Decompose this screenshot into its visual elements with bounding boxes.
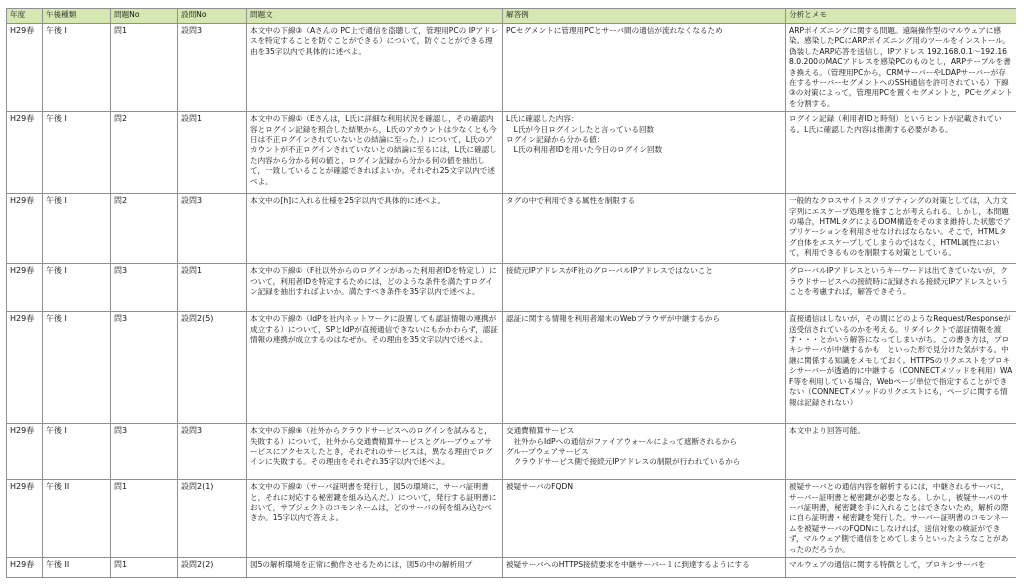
table-row (7, 480, 1017, 558)
cell-analysis[interactable]: 一般的なクロスサイトスクリプティングの対策としては，入力文字列にエスケープ処理を施すことが考えられる。しかし，本問題の場合，HTMLタグによるDOM構造をそのまま維持した状態でアプリケーションを利用させなければならない。そこで，HTMLタグ自体をエスケープしてしまうのではなく，HTML属性において，利用できるものを制限する対策としている。 (786, 194, 1017, 264)
cell-exam-type[interactable]: 午後 I (43, 312, 111, 424)
cell-question-no[interactable]: 問1 (111, 24, 178, 112)
cell-subquestion-no[interactable]: 設問3 (178, 424, 247, 480)
header-question-text[interactable]: 問題文 (247, 9, 503, 24)
cell-answer[interactable]: 被疑サーバのFQDN (503, 480, 786, 558)
cell-year[interactable]: H29春 (7, 24, 43, 112)
cell-question-text[interactable]: 本文中の下線⑦（IdPを社内ネットワークに設置しても認証情報の連携が成立する）について，SPとIdPが直接通信できないにもかかわらず，認証情報の連携が成立するのはなぜか。その理由を35文字以内で述べよ。 (247, 312, 503, 424)
cell-answer[interactable]: 交通費精算サービス 社外からIdPへの通信がファイアウォールによって遮断されるから グループウェアサービス クラウドサービス側で接続元IPアドレスの制限が行われているから (503, 424, 786, 480)
cell-subquestion-no[interactable]: 設問3 (178, 194, 247, 264)
cell-subquestion-no[interactable]: 設問2(1) (178, 480, 247, 558)
cell-analysis[interactable]: ARPポイズニングに関する問題。遠隔操作型のマルウェアに感染。感染したPCにARPポイズニング用のツールをインストール。偽装したARP応答を送信し，IPアドレス 192.168.0.1～192.168.0.200のMACアドレスを感染PCのものとし，ARPテーブルを書き換える。（管理用PCから，CRMサーバーやLDAPサーバーが存在するサーバーセグメントへのSSH通信を許可されている）下線③の対策によって，管理用PCを置くセグメントと，PCセグメントを分割する。 (786, 24, 1017, 112)
cell-answer[interactable]: L氏に確認した内容： L氏が今日ログインしたと言っている回数 ログイン記録から分かる値： L氏の利用者IDを用いた今日のログイン回数 (503, 112, 786, 194)
cell-question-no[interactable]: 問3 (111, 424, 178, 480)
cell-question-no[interactable]: 問2 (111, 112, 178, 194)
cell-subquestion-no[interactable]: 設問2(5) (178, 312, 247, 424)
cell-subquestion-no[interactable]: 設問1 (178, 264, 247, 312)
header-answer[interactable]: 解答例 (503, 9, 786, 24)
cell-subquestion-no[interactable]: 設問2(2) (178, 558, 247, 578)
table-row (7, 312, 1017, 424)
table-row (7, 112, 1017, 194)
cell-question-no[interactable]: 問3 (111, 264, 178, 312)
cell-subquestion-no[interactable]: 設問1 (178, 112, 247, 194)
header-row (7, 9, 1017, 24)
cell-answer[interactable]: PCセグメントに管理用PCとサーバ間の通信が流れなくなるため (503, 24, 786, 112)
cell-year[interactable]: H29春 (7, 264, 43, 312)
cell-year[interactable]: H29春 (7, 480, 43, 558)
cell-question-no[interactable]: 問1 (111, 480, 178, 558)
cell-question-text[interactable]: 本文中の[h]に入れる仕様を25字以内で具体的に述べよ。 (247, 194, 503, 264)
header-analysis[interactable]: 分析とメモ (786, 9, 1017, 24)
cell-question-text[interactable]: 本文中の下線②（サーバ証明書を発行し，図5の環境に，サーバ証明書と，それに対応する秘密鍵を組み込んだ。）について，発行する証明書において，サブジェクトのコモンネームは，どのサーバの何を組み込むべきか。15字以内で答えよ。 (247, 480, 503, 558)
cell-exam-type[interactable]: 午後 I (43, 194, 111, 264)
table-row (7, 558, 1017, 578)
cell-question-no[interactable]: 問3 (111, 312, 178, 424)
cell-answer[interactable]: 認証に関する情報を利用者端末のWebブラウザが中継するから (503, 312, 786, 424)
cell-answer[interactable]: 被疑サーバへのHTTPS接続要求を中継サーバー１に到達するようにする (503, 558, 786, 578)
header-year[interactable]: 年度 (7, 9, 43, 24)
cell-analysis[interactable]: グローバルIPアドレスというキーワードは出てきていないが，クラウドサービスへの接続時に記録される接続元IPアドレスということを考慮すれば，解答できそう。 (786, 264, 1017, 312)
cell-exam-type[interactable]: 午後 II (43, 480, 111, 558)
cell-year[interactable]: H29春 (7, 558, 43, 578)
header-question-no[interactable]: 問題No (111, 9, 178, 24)
header-exam-type[interactable]: 午後種類 (43, 9, 111, 24)
cell-year[interactable]: H29春 (7, 112, 43, 194)
cell-exam-type[interactable]: 午後 I (43, 112, 111, 194)
cell-analysis[interactable]: 被疑サーバとの通信内容を解析するには，中継されるサーバに，サーバー証明書と秘密鍵が必要となる。しかし，被疑サーバのサーバ証明書，秘密鍵を手に入れることはできないため，解析の際に自ら証明書・秘密鍵を発行した。サーバー証明書のコモンネームを被疑サーバのFQDNにしなければ，送信対象の検証ができず，マルウェア側で通信をとめてしまうといったようなことがあったのだろうか。 (786, 480, 1017, 558)
table-row (7, 24, 1017, 112)
cell-question-no[interactable]: 問1 (111, 558, 178, 578)
cell-exam-type[interactable]: 午後 II (43, 558, 111, 578)
cell-exam-type[interactable]: 午後 I (43, 264, 111, 312)
cell-exam-type[interactable]: 午後 I (43, 24, 111, 112)
cell-analysis[interactable]: マルウェアの通信に関する特徴として，プロキシサーバを (786, 558, 1017, 578)
cell-answer[interactable]: 接続元IPアドレスがF社のグローバルIPアドレスではないこと (503, 264, 786, 312)
cell-question-text[interactable]: 本文中の下線③（Aさんの PC上で通信を盗聴して，管理用PCの IPアドレスを特定することを防ぐことができる）について，防ぐことができる理由を35字以内で具体的に述べよ。 (247, 24, 503, 112)
spreadsheet (6, 8, 1016, 588)
cell-question-text[interactable]: 図5の解析環境を正常に動作させるためには，図5の中の解析用プ (247, 558, 503, 578)
table-row (7, 264, 1017, 312)
table-row (7, 194, 1017, 264)
cell-subquestion-no[interactable]: 設問3 (178, 24, 247, 112)
cell-exam-type[interactable]: 午後 I (43, 424, 111, 480)
cell-answer[interactable]: タグの中で利用できる属性を制限する (503, 194, 786, 264)
cell-analysis[interactable]: 本文中より回答可能。 (786, 424, 1017, 480)
cell-year[interactable]: H29春 (7, 424, 43, 480)
table-row (7, 424, 1017, 480)
cell-year[interactable]: H29春 (7, 312, 43, 424)
data-table (6, 8, 1016, 578)
cell-analysis[interactable]: ログイン記録（利用者IDと時刻）というヒントが記載されている。L氏に確認した内容は推測する必要がある。 (786, 112, 1017, 194)
cell-question-no[interactable]: 問2 (111, 194, 178, 264)
cell-analysis[interactable]: 直接通信はしないが，その間にどのようなRequest/Responseが送受信されているのかを考える。リダイレクトで認証情報を渡す・・・とかいう解答になってしまいがち。この書き方は，プロキシサーバが中継するかも といった形で見分けた気がする。中継に関係する知識をメモしておく。HTTPSのリクエストをプロキシサーバーが透過的に中継する（CONNECTメソッドを利用）WAF等を利用している場合，Webページ単位で指定することができない（CONNECTメソッドのリクエストにも，ページに関する情報は記録されない） (786, 312, 1017, 424)
cell-question-text[interactable]: 本文中の下線⑨（社外からクラウドサービスへのログインを試みると，失敗する）について，社外から交通費精算サービスとグループウェアサービスにアクセスしたとき，それぞれのサービスは，異なる理由でログインに失敗する。その理由をそれぞれ35字以内で述べよ。 (247, 424, 503, 480)
header-subquestion-no[interactable]: 設問No (178, 9, 247, 24)
cell-question-text[interactable]: 本文中の下線①（F社以外からのログインがあった利用者IDを特定し）について，利用者IDを特定するためには，どのような条件を満たすログイン記録を抽出すればよいか。満たすべき条件を35字以内で述べよ。 (247, 264, 503, 312)
cell-question-text[interactable]: 本文中の下線①（Eさんは，L氏に詳細な利用状況を確認し，その確認内容とログイン記録を照合した結果から，L氏のアカウントは少なくとも今日は不正ログインされていないとの結論に至った。）について，L氏のアカウントが不正ログインされていないとの結論に至るには，L氏に確認した内容から分かる何の値と，ログイン記録から分かる何の値を抽出して，一致していることが確認できればよいか。それぞれ25文字以内で述べよ。 (247, 112, 503, 194)
cell-year[interactable]: H29春 (7, 194, 43, 264)
